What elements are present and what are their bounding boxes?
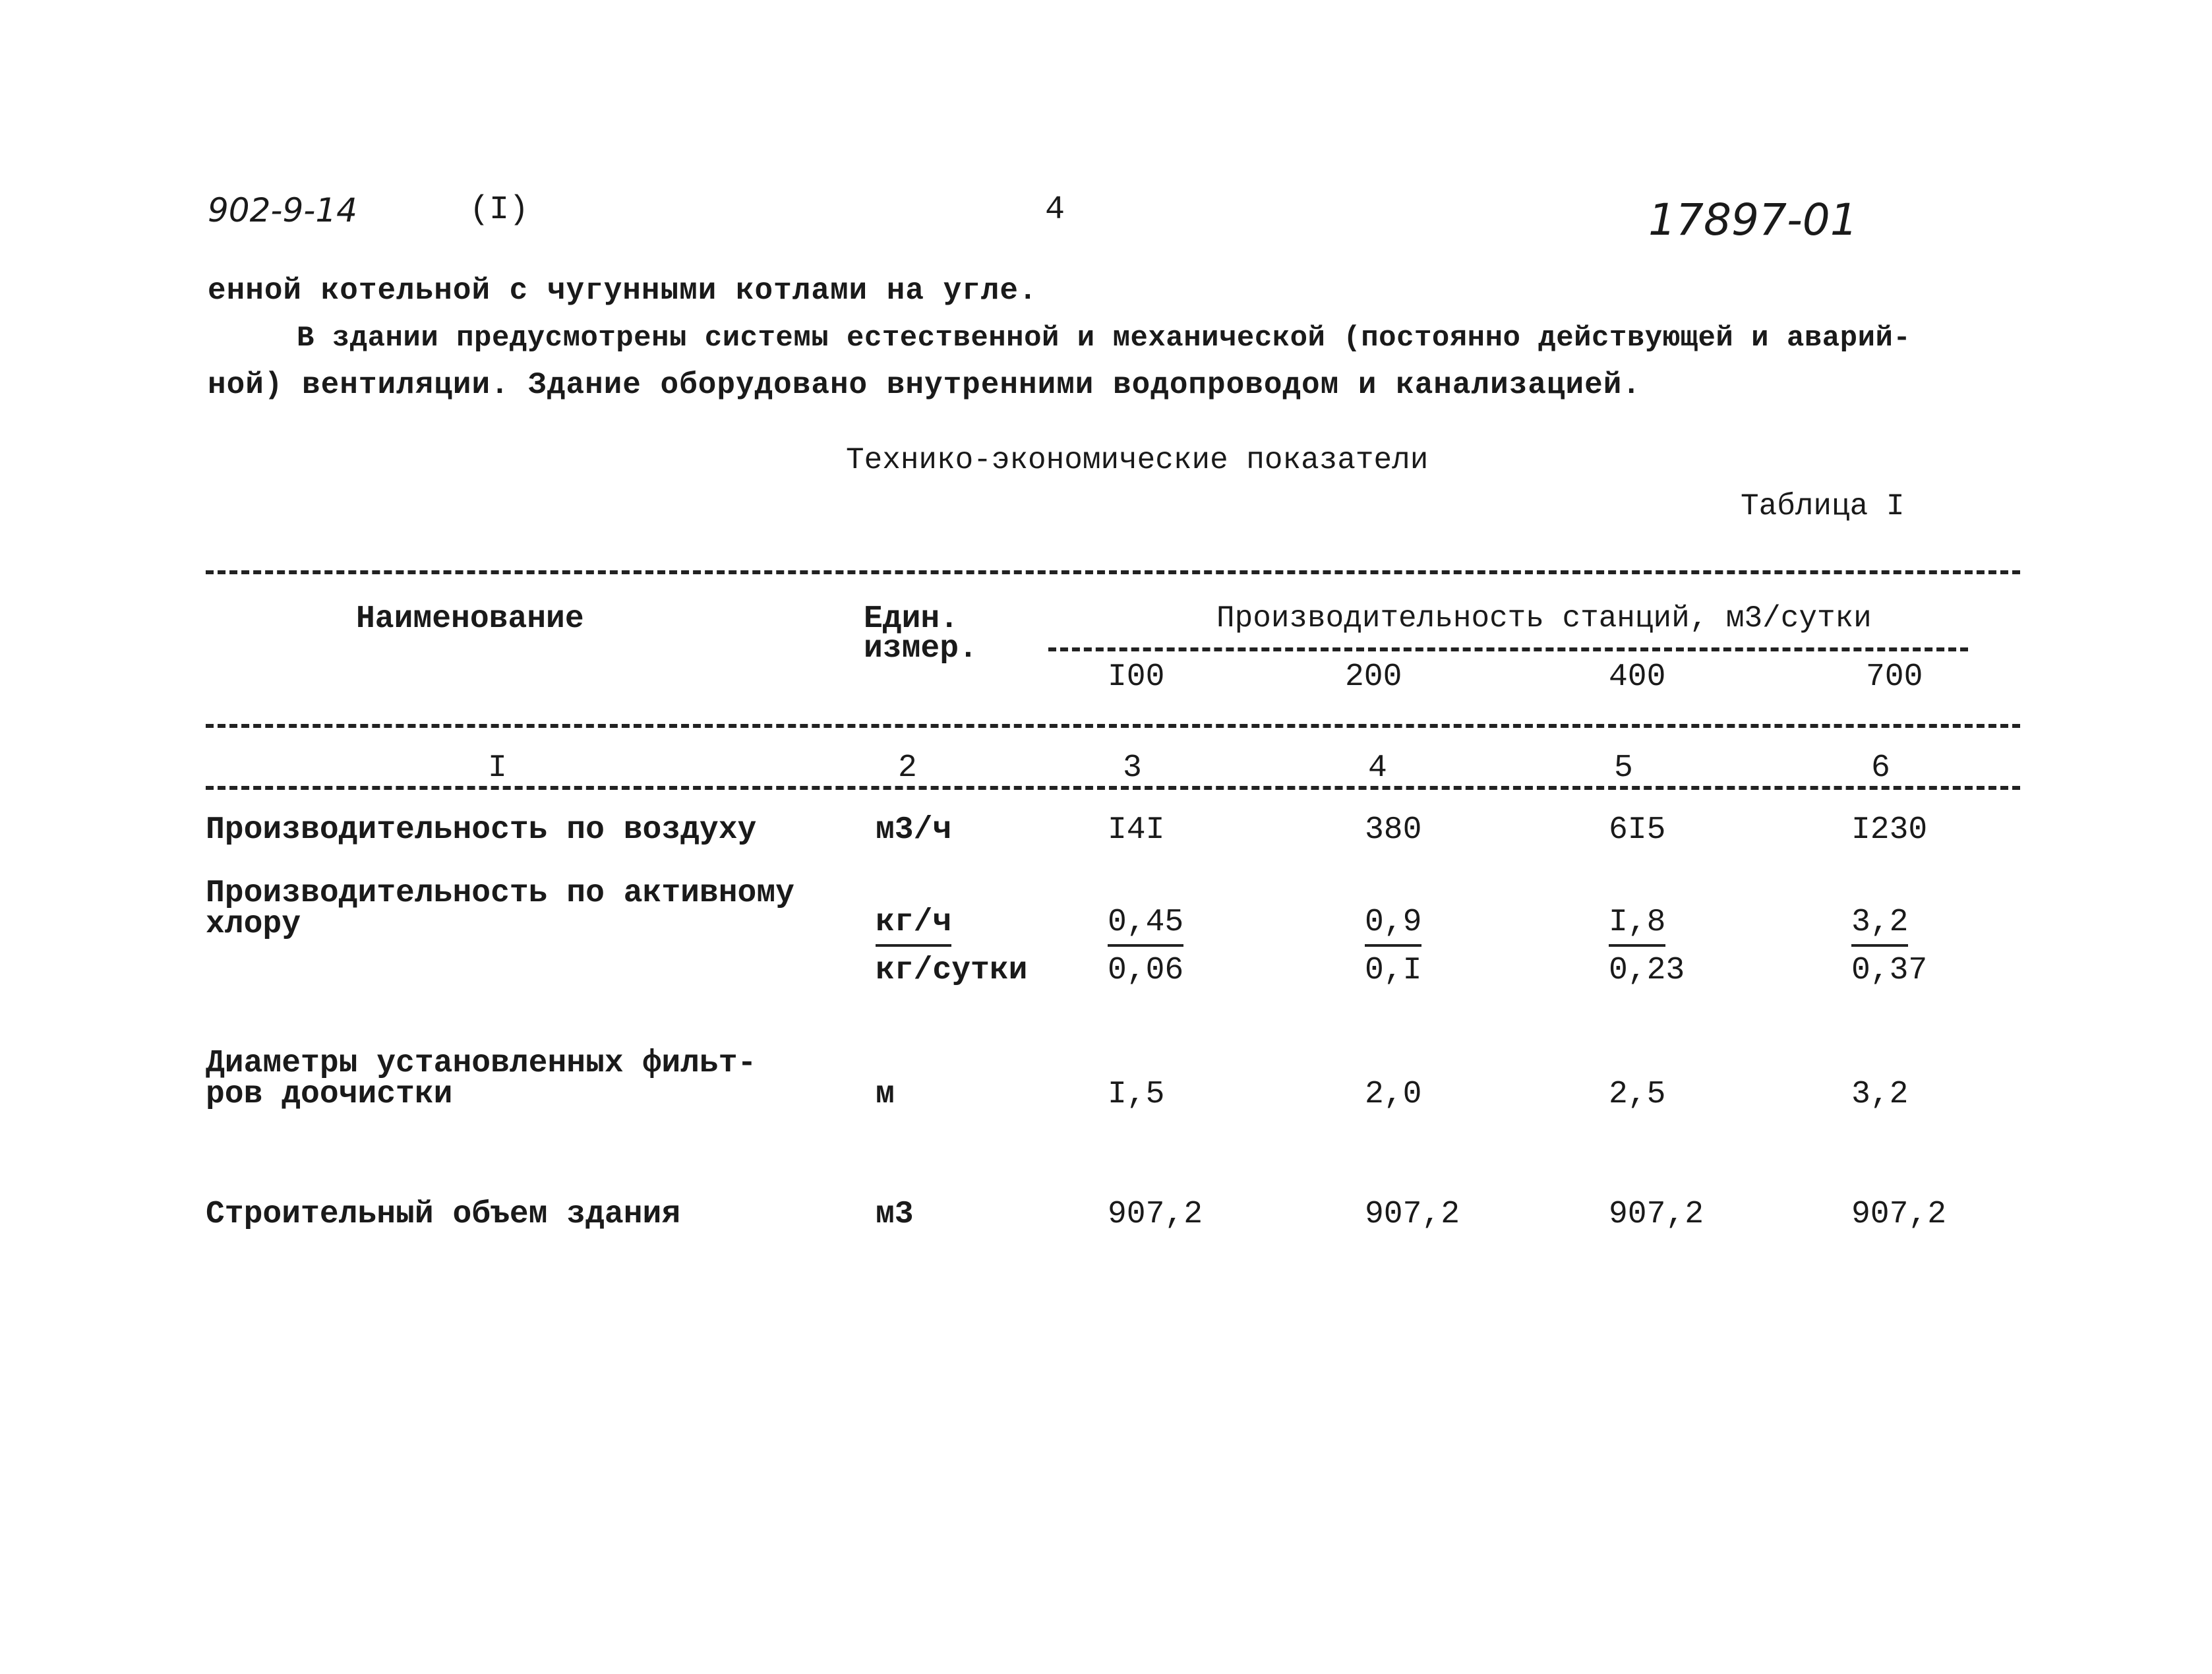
inventory-number: 17897-01 bbox=[1648, 194, 1858, 245]
row-building-volume-value-400: 907,2 bbox=[1609, 1197, 1704, 1232]
row-filter-diameter-value-100: I,5 bbox=[1108, 1077, 1165, 1112]
header-capacity-400: 400 bbox=[1609, 659, 1666, 695]
row-building-volume-name: Строительный объем здания bbox=[206, 1197, 681, 1232]
header-bottom-rule bbox=[206, 724, 2020, 728]
header-unit-line2: измер. bbox=[864, 631, 978, 667]
row-chlorine-value-100-denominator: 0,06 bbox=[1108, 953, 1184, 988]
header-capacity-700: 700 bbox=[1866, 659, 1923, 695]
section-number: (I) bbox=[469, 191, 529, 229]
row-chlorine-value-400-denominator: 0,23 bbox=[1609, 953, 1685, 988]
row-building-volume-value-200: 907,2 bbox=[1365, 1197, 1460, 1232]
row-filter-diameter-value-400: 2,5 bbox=[1609, 1077, 1666, 1112]
header-capacity-rule bbox=[1048, 647, 1968, 651]
table-top-rule bbox=[206, 570, 2020, 574]
row-chlorine-value-200-denominator: 0,I bbox=[1365, 953, 1422, 988]
row-chlorine-value-200-numerator: 0,9 bbox=[1365, 905, 1421, 947]
column-number-5: 5 bbox=[1614, 750, 1633, 786]
column-number-2: 2 bbox=[898, 750, 917, 786]
row-air-capacity-name: Производительность по воздуху bbox=[206, 812, 757, 848]
row-building-volume-unit: м3 bbox=[876, 1197, 914, 1232]
body-line-3: ной) вентиляции. Здание оборудовано внутренними водопроводом и канализацией. bbox=[208, 368, 1641, 402]
column-number-6: 6 bbox=[1871, 750, 1890, 786]
header-name: Наименование bbox=[356, 601, 584, 637]
row-filter-diameter-value-700: 3,2 bbox=[1851, 1077, 1909, 1112]
row-chlorine-name-line1: Производительность по активному bbox=[206, 876, 794, 911]
header-unit-line1: Един. bbox=[864, 601, 959, 637]
column-number-4: 4 bbox=[1368, 750, 1387, 786]
row-air-capacity-unit: м3/ч bbox=[876, 812, 952, 848]
row-chlorine-value-700-numerator: 3,2 bbox=[1851, 905, 1908, 947]
row-building-volume-value-100: 907,2 bbox=[1108, 1197, 1203, 1232]
header-capacity-200: 200 bbox=[1345, 659, 1402, 695]
table-label: Таблица I bbox=[1741, 489, 1905, 523]
page-number: 4 bbox=[1045, 191, 1065, 229]
body-line-2: В здании предусмотрены системы естественной и механической (постоянно действующей и аварий- bbox=[297, 322, 1911, 355]
row-filter-diameter-unit: м bbox=[876, 1077, 895, 1112]
row-filter-diameter-name-line2: ров доочистки bbox=[206, 1077, 453, 1112]
row-chlorine-value-400-numerator: I,8 bbox=[1609, 905, 1665, 947]
row-chlorine-unit-denominator: кг/сутки bbox=[876, 953, 1028, 988]
row-air-capacity-value-400: 6I5 bbox=[1609, 812, 1666, 848]
column-numbers-rule bbox=[206, 786, 2020, 790]
header-capacity-100: I00 bbox=[1108, 659, 1165, 695]
table-title: Технико-экономические показатели bbox=[846, 443, 1429, 477]
row-air-capacity-value-700: I230 bbox=[1851, 812, 1928, 848]
row-air-capacity-value-100: I4I bbox=[1108, 812, 1165, 848]
row-air-capacity-value-200: 380 bbox=[1365, 812, 1422, 848]
row-filter-diameter-name-line1: Диаметры установленных фильт- bbox=[206, 1046, 757, 1081]
body-line-1: енной котельной с чугунными котлами на угле. bbox=[208, 274, 1038, 308]
row-chlorine-unit-numerator: кг/ч bbox=[876, 905, 951, 947]
header-capacity: Производительность станций, м3/сутки bbox=[1216, 601, 1872, 636]
row-building-volume-value-700: 907,2 bbox=[1851, 1197, 1947, 1232]
row-chlorine-name-line2: хлору bbox=[206, 907, 301, 942]
document-code: 902-9-14 bbox=[208, 191, 357, 229]
row-chlorine-value-100-numerator: 0,45 bbox=[1108, 905, 1183, 947]
row-filter-diameter-value-200: 2,0 bbox=[1365, 1077, 1422, 1112]
column-number-1: I bbox=[488, 750, 507, 786]
column-number-3: 3 bbox=[1123, 750, 1142, 786]
row-chlorine-value-700-denominator: 0,37 bbox=[1851, 953, 1928, 988]
